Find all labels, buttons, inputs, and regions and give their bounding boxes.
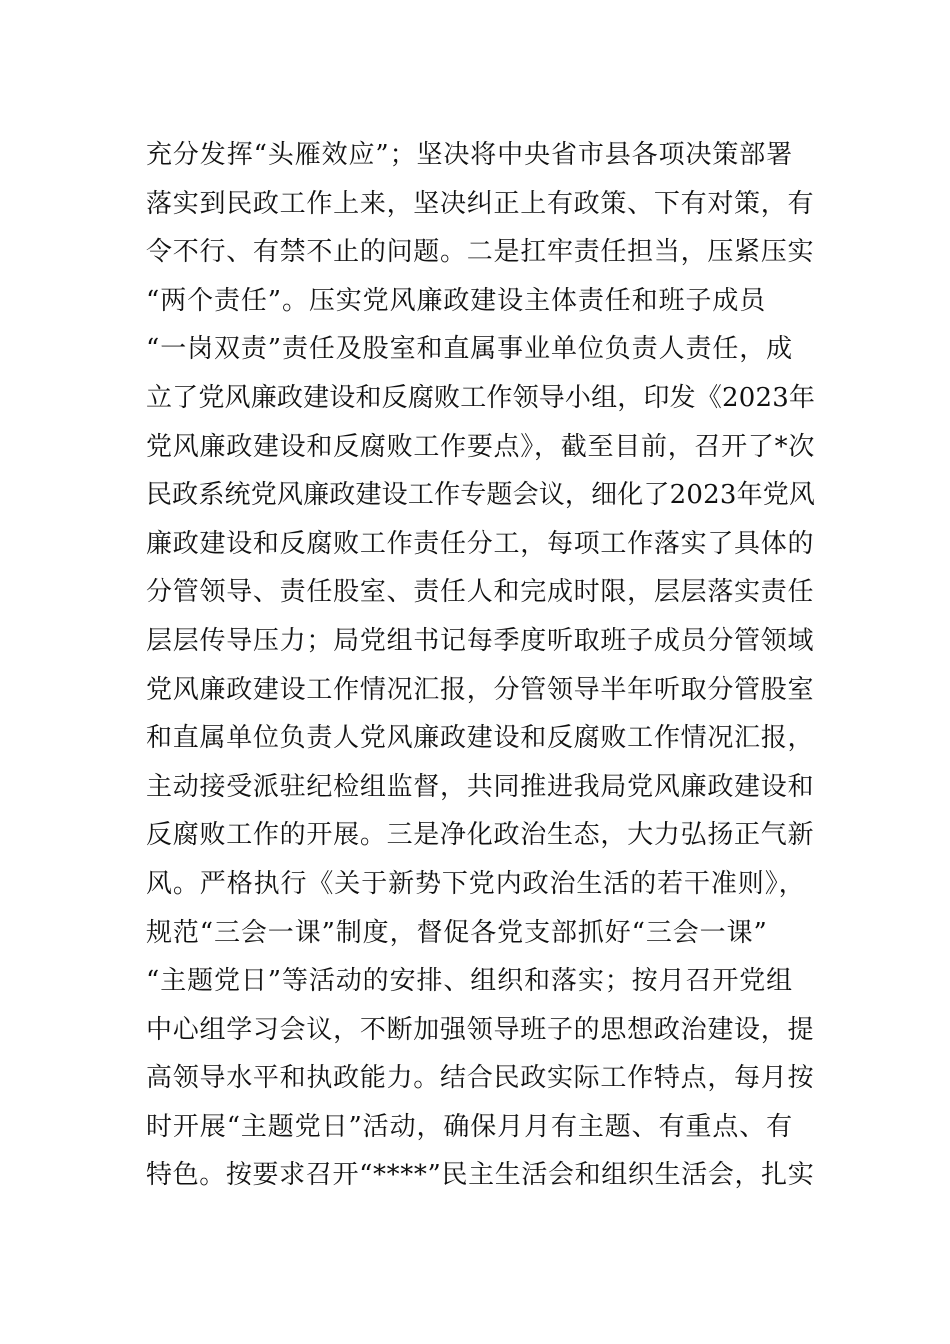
- text-line: 高领导水平和执政能力。结合民政实际工作特点，每月按: [146, 1063, 815, 1094]
- text-line: 立了党风廉政建设和反腐败工作领导小组，印发《2023年: [146, 382, 816, 413]
- text-line: 特色。按要求召开“****”民主生活会和组织生活会，扎实: [146, 1160, 815, 1191]
- text-line: “主题党日”等活动的安排、组织和落实；按月召开党组: [146, 966, 794, 997]
- text-line: 和直属单位负责人党风廉政建设和反腐败工作情况汇报，: [146, 723, 815, 754]
- text-line: 廉政建设和反腐败工作责任分工，每项工作落实了具体的: [146, 528, 815, 559]
- text-line: 主动接受派驻纪检组监督，共同推进我局党风廉政建设和: [146, 771, 815, 802]
- text-line: 层层传导压力；局党组书记每季度听取班子成员分管领域: [146, 625, 815, 656]
- text-line: 反腐败工作的开展。三是净化政治生态，大力弘扬正气新: [146, 820, 815, 851]
- text-line: 党风廉政建设和反腐败工作要点》，截至目前，召开了*次: [146, 431, 816, 462]
- text-line: 充分发挥“头雁效应”；坚决将中央省市县各项决策部署: [146, 140, 794, 170]
- text-line: “两个责任”。压实党风廉政建设主体责任和班子成员: [146, 285, 767, 316]
- text-line: 落实到民政工作上来，坚决纠正上有政策、下有对策，有: [146, 188, 815, 219]
- text-line: “一岗双责”责任及股室和直属事业单位负责人责任，成: [146, 334, 794, 365]
- text-line: 中心组学习会议，不断加强领导班子的思想政治建设，提: [146, 1014, 815, 1045]
- body-text: [146, 131, 816, 1200]
- text-line: 风。严格执行《关于新势下党内政治生活的若干准则》，: [146, 868, 806, 899]
- text-line: 时开展“主题党日”活动，确保月月有主题、有重点、有: [146, 1111, 794, 1142]
- text-line: 规范“三会一课”制度，督促各党支部抓好“三会一课”: [146, 917, 768, 948]
- text-line: 令不行、有禁不止的问题。二是扛牢责任担当，压紧压实: [146, 237, 815, 268]
- text-line: 分管领导、责任股室、责任人和完成时限，层层落实责任: [146, 577, 815, 608]
- text-line: 民政系统党风廉政建设工作专题会议，细化了2023年党风: [146, 480, 816, 511]
- text-line: 党风廉政建设工作情况汇报，分管领导半年听取分管股室: [146, 674, 815, 705]
